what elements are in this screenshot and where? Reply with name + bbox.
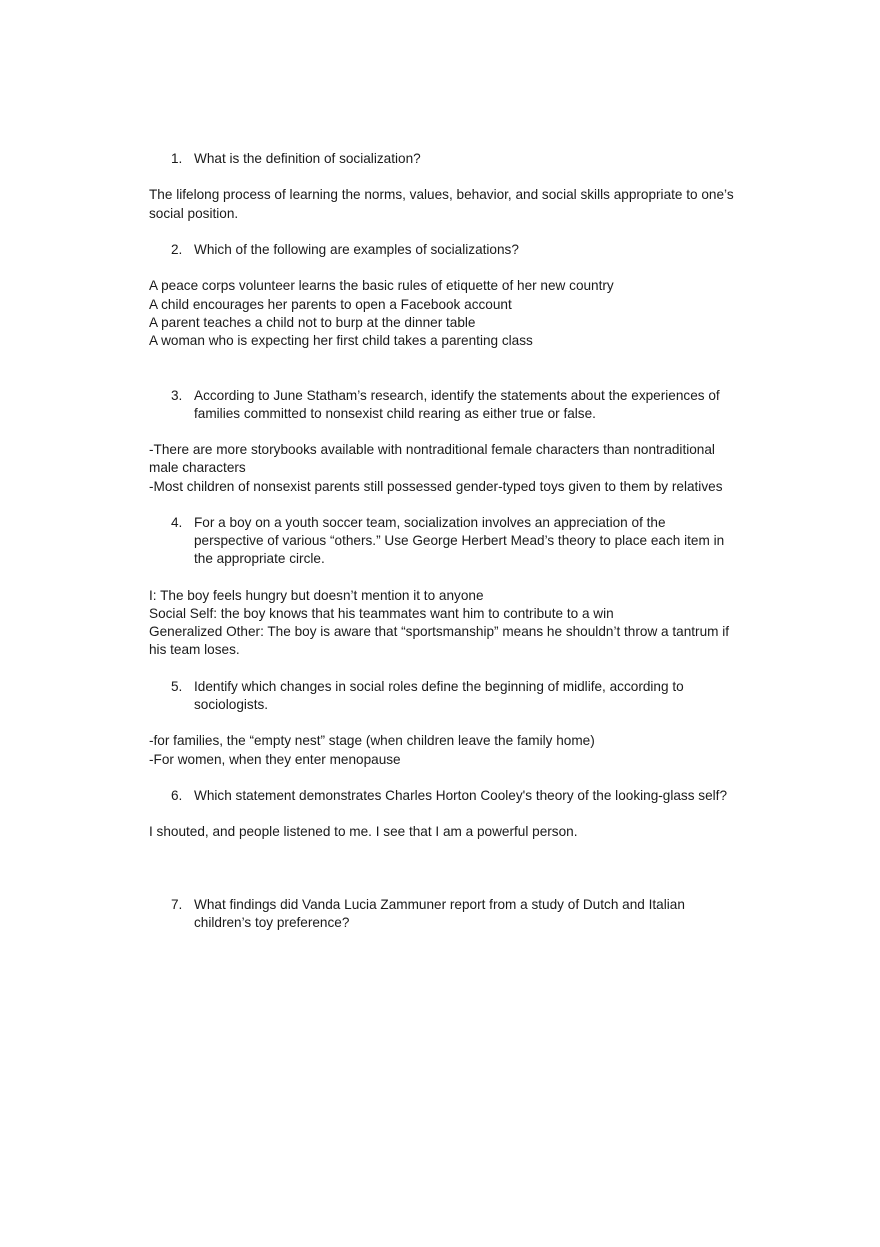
question-number: 2. xyxy=(171,241,183,257)
question-1 xyxy=(149,150,734,168)
question-text: For a boy on a youth soccer team, socialization involves an appreciation of the perspective of various “others.” Use George Herbert Mead’s theory to place each item in the appropriate circle. xyxy=(194,514,725,567)
question-number: 1. xyxy=(171,151,183,166)
answer-line: -for families, the “empty nest” stage (when children leave the family home) xyxy=(149,733,595,749)
answer-line: I: The boy feels hungry but doesn’t mention it to anyone xyxy=(149,587,484,603)
question-number: 7. xyxy=(171,897,183,913)
question-text: Which statement demonstrates Charles Horton Cooley's theory of the looking-glass self? xyxy=(194,787,728,803)
question-2 xyxy=(149,241,734,259)
question-text: Which of the following are examples of socializations? xyxy=(194,241,519,257)
question-4 xyxy=(149,514,734,569)
question-text: What findings did Vanda Lucia Zammuner report from a study of Dutch and Italian children’s toy preference? xyxy=(194,897,685,931)
answer-line: A peace corps volunteer learns the basic rules of etiquette of her new country xyxy=(149,278,614,294)
answer-line: -There are more storybooks available with nontraditional female characters than nontraditional male characters xyxy=(149,442,715,476)
answer-line: A parent teaches a child not to burp at the dinner table xyxy=(149,314,476,330)
answer-6: I shouted, and people listened to me. I see that I am a powerful person. xyxy=(149,824,578,840)
question-number: 4. xyxy=(171,514,183,530)
question-3 xyxy=(149,387,734,423)
question-7 xyxy=(149,896,734,932)
answer-line: A woman who is expecting her first child takes a parenting class xyxy=(149,332,533,348)
question-number: 5. xyxy=(171,678,183,694)
answer-line: A child encourages her parents to open a Facebook account xyxy=(149,296,512,312)
document-body xyxy=(149,150,734,933)
question-number: 6. xyxy=(171,787,183,803)
question-5 xyxy=(149,678,734,714)
answer-line: Social Self: the boy knows that his teammates want him to contribute to a win xyxy=(149,605,614,621)
answer-line: Generalized Other: The boy is aware that “sportsmanship” means he shouldn’t throw a tantrum if his team loses. xyxy=(149,624,730,658)
question-text: According to June Statham’s research, identify the statements about the experiences of families committed to nonsexist child rearing as either true or false. xyxy=(194,387,720,421)
answer-line: -Most children of nonsexist parents still possessed gender-typed toys given to them by relatives xyxy=(149,478,723,494)
answer-1: The lifelong process of learning the norms, values, behavior, and social skills appropriate to one’s social position. xyxy=(149,187,734,221)
answer-line: -For women, when they enter menopause xyxy=(149,751,401,767)
question-number: 3. xyxy=(171,387,183,403)
question-text: What is the definition of socialization? xyxy=(194,151,421,166)
question-text: Identify which changes in social roles define the beginning of midlife, according to sociologists. xyxy=(194,678,684,712)
question-6 xyxy=(149,787,734,805)
